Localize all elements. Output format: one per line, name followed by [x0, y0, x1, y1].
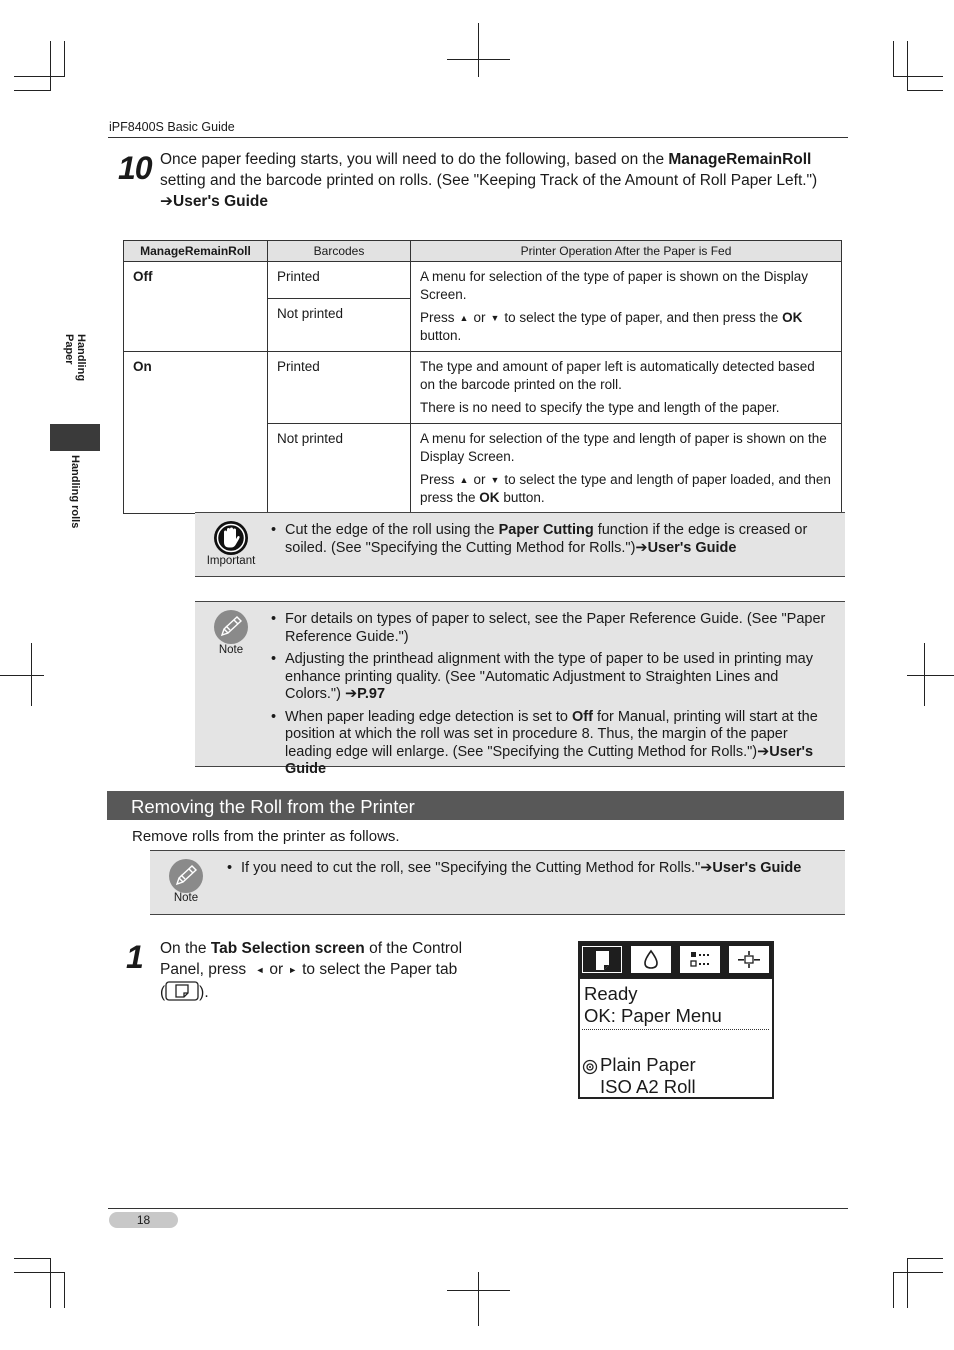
up-arrow-icon: ▲ [459, 313, 469, 323]
right-arrow-icon: ► [288, 965, 298, 975]
note-text: When paper leading edge detection is set to [285, 708, 572, 725]
note-label: Note [173, 892, 199, 904]
sidebar-marker [50, 424, 100, 451]
table-header: Printer Operation After the Paper is Fed [411, 241, 842, 262]
note-list [227, 860, 827, 883]
table-row [124, 352, 842, 424]
note-list [271, 611, 836, 784]
users-guide-link[interactable]: User's Guide [712, 860, 802, 876]
lcd-ok-hint: OK: Paper Menu [584, 1005, 722, 1026]
table-cell-on-not-printed-operation [411, 424, 842, 514]
arrow-icon: ➔ [344, 686, 358, 702]
note-text: for Manual, printing will start at the position at which the roll was set in procedure 8. Thus, the margin of the paper leading edge will enlarge. (See "Specifying the Cutting Method for Rolls.") [285, 708, 818, 760]
note-box [195, 601, 845, 777]
manage-remain-roll-table [123, 240, 842, 514]
table-cell-off-operation [411, 262, 842, 352]
sidebar-label-handling-rolls: Handling rolls [69, 455, 81, 529]
lcd-tab-settings[interactable] [729, 946, 769, 973]
control-panel-display [578, 941, 774, 1099]
or-text: or [269, 961, 284, 978]
hand-stop-icon [213, 520, 249, 556]
off-op-text: to select the type of paper, and then press the [504, 310, 779, 325]
list-item [271, 522, 831, 557]
job-list-icon [681, 947, 719, 972]
button-end-text: button. [503, 490, 545, 505]
paper-tab-icon [165, 981, 199, 1001]
arrow-icon: ➔ [757, 743, 770, 760]
button-end-text: button. [420, 328, 462, 343]
users-guide-link[interactable]: User's Guide [647, 539, 737, 556]
ink-drop-icon [632, 947, 670, 972]
table-header: Barcodes [268, 241, 411, 262]
important-text: Cut the edge of the roll using the [285, 522, 499, 538]
important-list [271, 522, 831, 562]
section-header [107, 791, 844, 820]
table-cell-on-printed-operation [411, 352, 842, 424]
table-cell-not-printed: Not printed [268, 424, 411, 514]
table-header: ManageRemainRoll [124, 241, 268, 262]
or-text: or [473, 310, 486, 325]
header-rule [108, 137, 848, 138]
lcd-tab-ink[interactable] [631, 946, 671, 973]
step-10-bold-setting: ManageRemainRoll [668, 151, 812, 168]
lcd-paper-size: ISO A2 Roll [600, 1076, 696, 1097]
lcd-tab-bar [580, 943, 772, 978]
note-text: Adjusting the printhead alignment with the type of paper to be used in printing may enhance printing quality. (See "Automatic Adjustment to Straighten Lines and Colors.") [285, 651, 813, 702]
step-10-text [160, 149, 848, 212]
arrow-icon: ➔ [700, 860, 713, 876]
step-1-text-part: to select the Paper tab [302, 961, 458, 978]
section-intro: Remove rolls from the printer as follows. [132, 828, 400, 845]
page-97-link[interactable]: P.97 [357, 686, 386, 702]
off-op-para-1: A menu for selection of the type of paper is shown on the Display Screen. [420, 269, 808, 302]
list-item: • For details on types of paper to select, see the Paper Reference Guide. (See "Paper Reference Guide.") [271, 611, 836, 646]
paper-cutting-bold: Paper Cutting [498, 522, 594, 538]
users-guide-link[interactable]: User's Guide [173, 193, 268, 210]
list-item [271, 709, 836, 779]
table-cell-printed: Printed [268, 262, 411, 299]
left-arrow-icon: ◄ [255, 965, 265, 975]
press-text: Press [420, 310, 455, 325]
important-label: Important [206, 555, 256, 567]
on-printed-para-1: The type and amount of paper left is automatically detected based on the barcode printed on the roll. [420, 359, 815, 392]
step-10-text-part: setting and the barcode printed on rolls. (See "Keeping Track of the Amount of Roll Paper Left.") [160, 172, 818, 189]
table-cell-printed: Printed [268, 352, 411, 424]
roll-icon [582, 1059, 598, 1075]
settings-icon [730, 947, 768, 972]
ok-button-label: OK [479, 490, 500, 505]
table-header-row [124, 241, 842, 262]
lcd-tab-paper[interactable] [582, 946, 622, 973]
close-paren: ). [199, 984, 209, 1001]
tab-selection-bold: Tab Selection screen [210, 940, 365, 957]
pencil-note-icon [213, 609, 249, 645]
ok-button-label: OK [782, 310, 803, 325]
table-cell-not-printed: Not printed [268, 298, 411, 351]
table-cell-on: On [124, 352, 268, 514]
lcd-dotted-divider [582, 1029, 769, 1030]
on-not-printed-text: to select the type and length of paper loaded, and then press the [420, 472, 831, 505]
list-item [227, 860, 827, 878]
footer-rule [108, 1208, 848, 1209]
arrow-icon: ➔ [160, 193, 173, 210]
table-row [124, 262, 842, 299]
important-text: function if the edge is creased or soiled. (See "Specifying the Cutting Method for Rolls.") [285, 522, 808, 556]
off-op-para-2 [420, 309, 832, 345]
list-item [271, 651, 836, 704]
lcd-tab-job[interactable] [680, 946, 720, 973]
arrow-icon: ➔ [635, 539, 648, 556]
sidebar-label-handling-paper: Handling Paper [63, 334, 87, 382]
on-not-printed-para-1: A menu for selection of the type and length of paper is shown on the Display Screen. [420, 431, 827, 464]
note-label: Note [218, 644, 244, 656]
up-arrow-icon: ▲ [459, 475, 469, 485]
or-text: or [473, 472, 486, 487]
press-text: Press [420, 472, 455, 487]
note-text: If you need to cut the roll, see "Specifying the Cutting Method for Rolls." [241, 860, 701, 876]
step-1-text-part: of the Control Panel, press [160, 940, 463, 978]
open-paren: ( [160, 984, 166, 1001]
lcd-separator [580, 978, 772, 979]
on-printed-para-2: There is no need to specify the type and length of the paper. [420, 400, 780, 415]
lcd-status: Ready [584, 983, 638, 1004]
on-not-printed-para-2 [420, 471, 832, 507]
page-number: 18 [109, 1212, 178, 1228]
step-number-1: 1 [126, 939, 143, 975]
step-1-text [160, 938, 495, 1003]
lcd-paper-type: Plain Paper [600, 1054, 696, 1075]
page-header-title: iPF8400S Basic Guide [109, 120, 235, 134]
section-title: Removing the Roll from the Printer [131, 796, 415, 817]
down-arrow-icon: ▼ [490, 475, 500, 485]
step-number-10: 10 [118, 150, 152, 186]
users-guide-link[interactable]: User's Guide [285, 743, 814, 777]
paper-icon [583, 947, 623, 974]
note-box [150, 850, 845, 915]
pencil-note-icon [168, 858, 204, 894]
step-10-text-part: Once paper feeding starts, you will need to do the following, based on the [160, 151, 669, 168]
off-bold: Off [571, 708, 593, 725]
step-1-text-part: On the [160, 940, 211, 957]
important-box [195, 512, 845, 577]
down-arrow-icon: ▼ [490, 313, 500, 323]
table-cell-off: Off [124, 262, 268, 352]
